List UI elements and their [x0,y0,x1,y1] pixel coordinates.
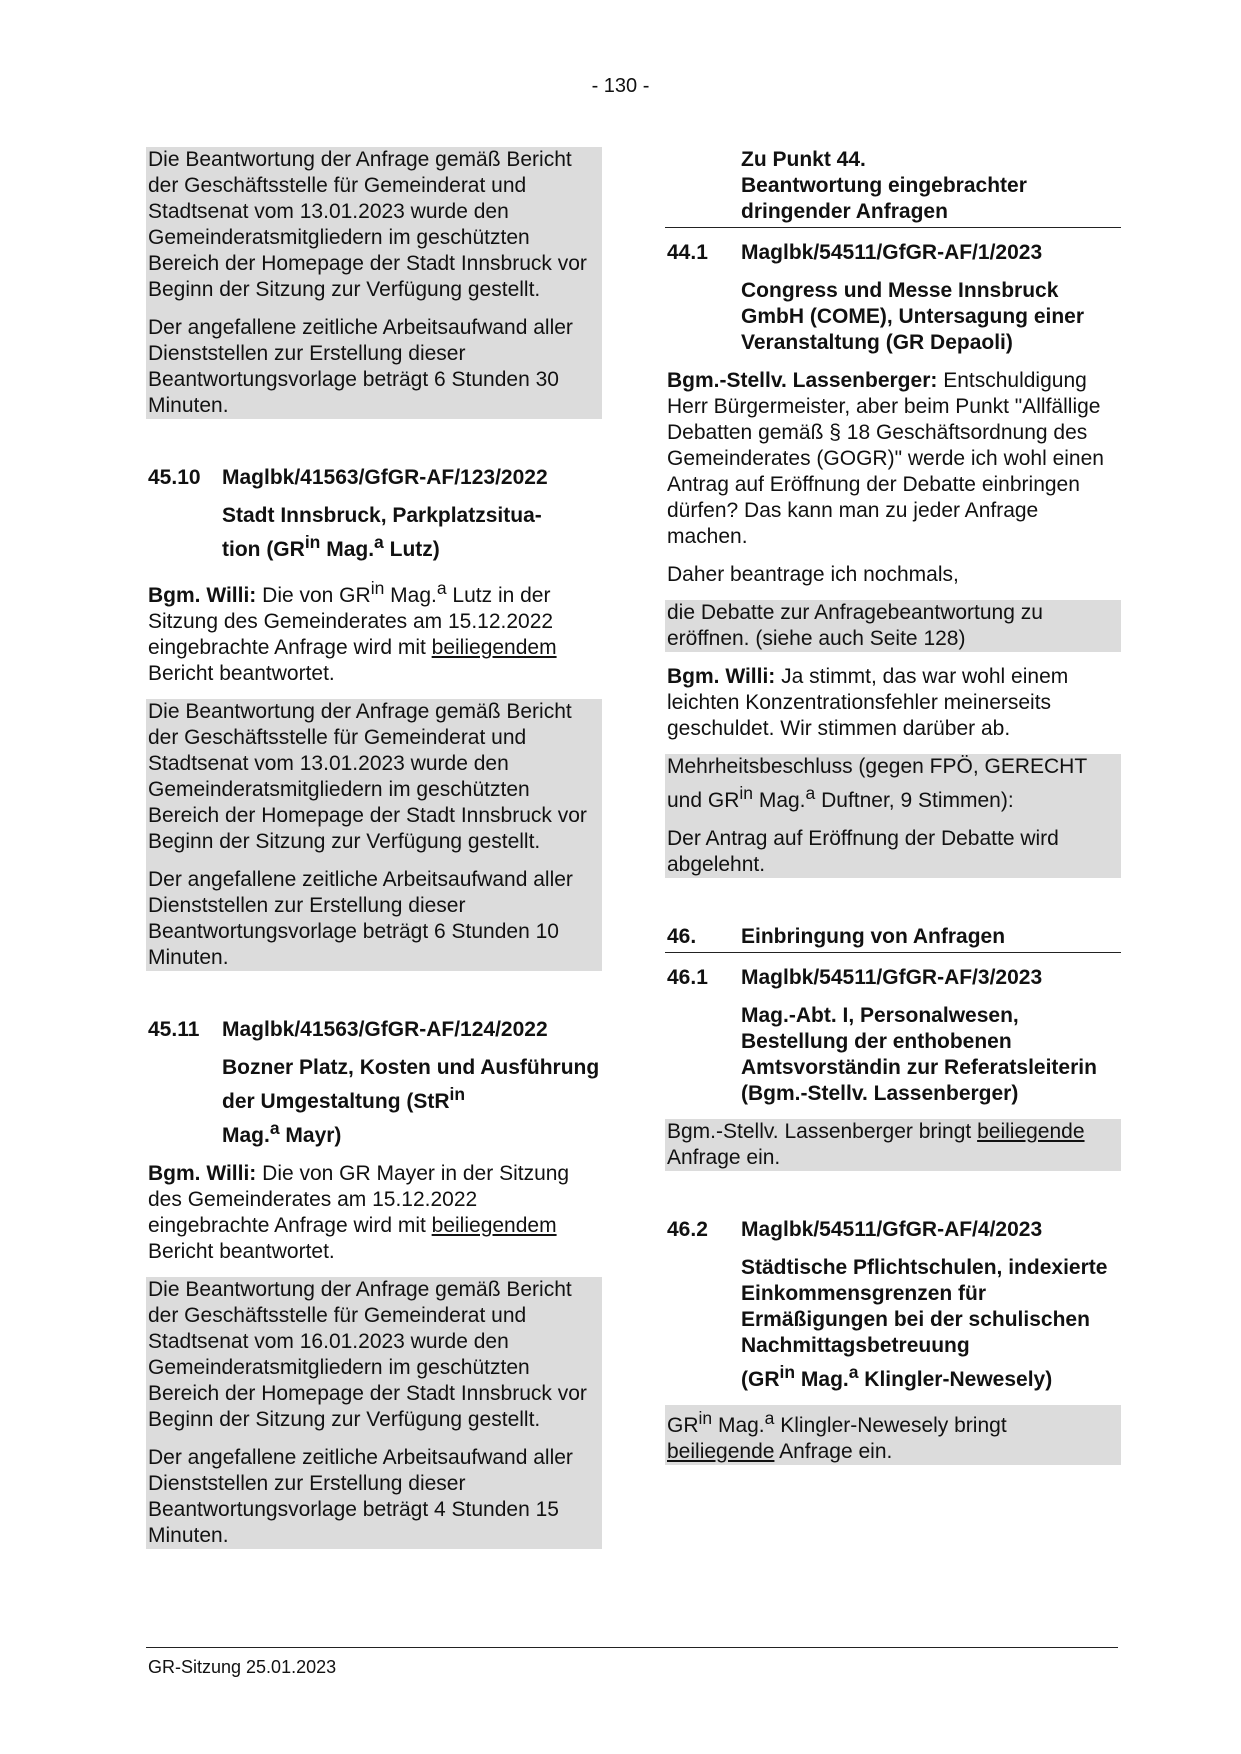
attachment-reference: beiliegendem [431,636,557,659]
vote-result: Mehrheitsbeschluss (gegen FPÖ, GERECHT und $GR^{in}$ Mag.$^a$ Duftner, 9 Stimmen): [667,755,1087,812]
answer-info-box [146,699,602,971]
agenda-item-44-heading [665,147,1121,228]
answer-paragraph: Die Beantwortung der Anfrage gemäß Bericht der Geschäftsstelle für Gemeinderat und Stadtsenat vom 13.01.2023 wurde den Gemeinderatsmitgliedern im geschützten Bereich der Homepage der Stadt Innsbruck vor Beginn der Sitzung zur Verfügung gestellt. [148,148,587,301]
section-number: 45.10 [148,466,201,489]
effort-paragraph: Der angefallene zeitliche Arbeitsaufwand aller Dienststellen zur Erstellung dieser Beantwortungsvorlage beträgt 6 Stunden 30 Minuten. [148,316,573,417]
answer-paragraph: Die Beantwortung der Anfrage gemäß Bericht der Geschäftsstelle für Gemeinderat und Stadtsenat vom 16.01.2023 wurde den Gemeinderatsmitgliedern im geschützten Bereich der Homepage der Stadt Innsbruck vor Beginn der Sitzung zur Verfügung gestellt. [148,1278,587,1431]
effort-paragraph: Der angefallene zeitliche Arbeitsaufwand aller Dienststellen zur Erstellung dieser Beantwortungsvorlage beträgt 6 Stunden 10 Minuten. [148,868,573,969]
speaker-name: Bgm. Willi: [667,665,776,688]
motion-box: die Debatte zur Anfragebeantwortung zu eröffnen. (siehe auch Seite 128) [665,600,1121,652]
section-45-10-heading [146,465,602,491]
section-46-1-heading [665,965,1121,991]
section-45-11-heading [146,1017,602,1043]
section-number: 44.1 [667,241,708,264]
agenda-item-title: Beantwortung eingebrachter dringender Anfragen [741,174,1027,223]
section-title: Städtische Pflichtschulen, indexierte Einkommensgrenzen für Ermäßigungen bei der schulischen Nachmittagsbetreuung ($GR^{in}$ Mag.$^a$ Klingler-Newesely) [741,1256,1108,1391]
section-reference: Maglbk/54511/GfGR-AF/4/2023 [741,1218,1043,1241]
section-number: 45.11 [148,1018,200,1041]
effort-paragraph: Der angefallene zeitliche Arbeitsaufwand aller Dienststellen zur Erstellung dieser Beantwortungsvorlage beträgt 4 Stunden 15 Minuten. [148,1446,573,1547]
section-reference: Maglbk/41563/GfGR-AF/124/2022 [222,1018,548,1041]
left-column [146,147,602,1561]
motion-intro: Daher beantrage ich nochmals, [667,563,959,586]
right-column [665,147,1121,1477]
speaker-paragraph: Bgm. Willi: Die von $GR^{in}$ Mag.$^a$ Lutz in der Sitzung des Gemeinderates am 15.12.2022 eingebrachte Anfrage wird mit beiliegendem Bericht beantwortet. [148,578,557,685]
section-reference: Maglbk/54511/GfGR-AF/3/2023 [741,966,1043,989]
speaker-name: Bgm. Willi: [148,1162,257,1185]
speaker-name: Bgm.-Stellv. Lassenberger: [667,369,938,392]
agenda-item-label: Zu Punkt 44. [741,148,866,171]
section-title: Stadt Innsbruck, Parkplatzsitua- tion ($GR^{in}$ Mag.$^a$ Lutz) [222,504,542,561]
answer-paragraph: Die Beantwortung der Anfrage gemäß Bericht der Geschäftsstelle für Gemeinderat und Stadtsenat vom 13.01.2023 wurde den Gemeinderatsmitgliedern im geschützten Bereich der Homepage der Stadt Innsbruck vor Beginn der Sitzung zur Verfügung gestellt. [148,700,587,853]
section-reference: Maglbk/54511/GfGR-AF/1/2023 [741,241,1043,264]
section-title: Mag.-Abt. I, Personalwesen, Bestellung der enthobenen Amtsvorständin zur Referatsleiterin (Bgm.-Stellv. Lassenberger) [741,1004,1097,1105]
section-title: Congress und Messe Innsbruck GmbH (COME), Untersagung einer Veranstaltung (GR Depaoli) [741,279,1085,354]
section-number: 46.1 [667,966,708,989]
section-46-2-heading [665,1217,1121,1243]
speaker-paragraph: Bgm. Willi: Ja stimmt, das war wohl einem leichten Konzentrationsfehler meinerseits geschuldet. Wir stimmen darüber ab. [667,665,1069,740]
section-44-1-heading [665,240,1121,266]
section-title: Bozner Platz, Kosten und Ausführung der Umgestaltung (StR$^{in}$ Mag.$^a$ Mayr) [222,1056,600,1147]
answer-info-box [146,1277,602,1549]
speaker-name: Bgm. Willi: [148,584,257,607]
page-number: - 130 - [591,75,650,97]
submission-box: Bgm.-Stellv. Lassenberger bringt beiliegende Anfrage ein. [665,1119,1121,1171]
section-number: 46. [667,925,697,948]
attachment-reference: beiliegendem [431,1214,557,1237]
footer-session-date: GR-Sitzung 25.01.2023 [148,1657,337,1677]
speaker-paragraph: Bgm.-Stellv. Lassenberger: Entschuldigung Herr Bürgermeister, aber beim Punkt "Allfällige Debatten gemäß § 18 Geschäftsordnung des Gemeinderates (GOGR)" werde ich wohl einen Antrag auf Eröffnung der Debatte einbringen dürfen? Das kann man zu jeder Anfrage machen. [667,369,1104,548]
speaker-paragraph: Bgm. Willi: Die von GR Mayer in der Sitzung des Gemeinderates am 15.12.2022 eingebrachte Anfrage wird mit beiliegendem Bericht beantwortet. [148,1162,570,1263]
resolution-text: Der Antrag auf Eröffnung der Debatte wird abgelehnt. [667,827,1059,876]
submission-box: $GR^{in}$ Mag.$^a$ Klingler-Newesely bringt beiliegende Anfrage ein. [665,1405,1121,1465]
footer-divider [146,1647,1118,1648]
section-number: 46.2 [667,1218,708,1241]
section-46-heading [665,924,1121,953]
attachment-reference: beiliegende [667,1440,775,1463]
resolution-box [665,754,1121,878]
section-title: Einbringung von Anfragen [741,925,1006,948]
section-reference: Maglbk/41563/GfGR-AF/123/2022 [222,466,548,489]
answer-info-box [146,147,602,419]
attachment-reference: beiliegende [977,1120,1085,1143]
